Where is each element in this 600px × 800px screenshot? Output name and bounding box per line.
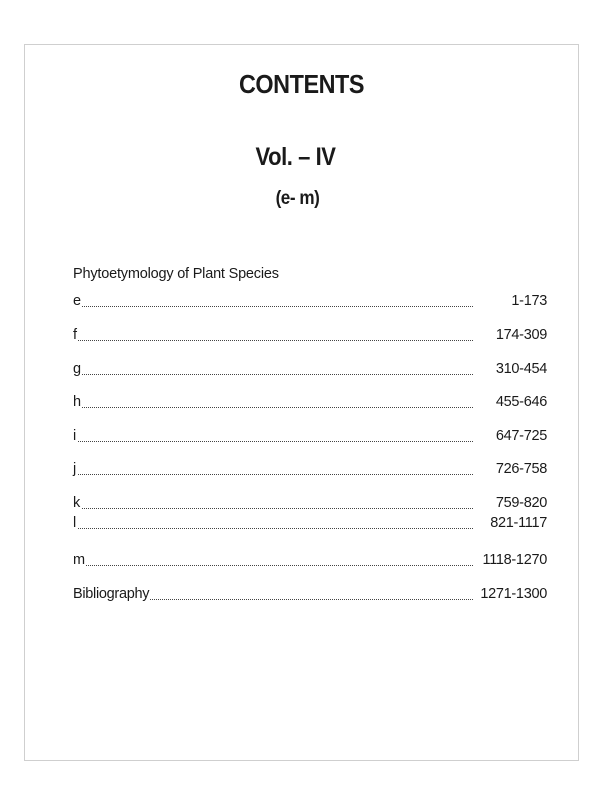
toc-entry-i — [73, 425, 547, 447]
toc-entry-label: f — [73, 327, 77, 343]
toc-entry-k — [73, 492, 547, 514]
toc-entry-pages: 174-309 — [495, 327, 547, 343]
toc-entry-pages: 759-820 — [495, 495, 547, 511]
toc-entry-label: m — [73, 552, 85, 568]
letter-range-heading: (e- m) — [275, 188, 320, 209]
toc-entry-pages: 726-758 — [495, 461, 547, 477]
toc-entry-pages: 1-173 — [511, 293, 547, 309]
toc-entry-m — [73, 549, 547, 571]
toc-entry-label: e — [73, 293, 81, 309]
toc-entry-label: j — [73, 461, 76, 477]
dot-leader — [75, 528, 473, 529]
toc-entry-label: h — [73, 394, 81, 410]
volume-heading: Vol. – IV — [255, 143, 336, 171]
toc-entry-label: l — [73, 515, 76, 531]
toc-entry-g — [73, 358, 547, 380]
toc-entry-label: k — [73, 495, 80, 511]
dot-leader — [75, 441, 473, 442]
toc-entry-bibliography — [73, 583, 547, 605]
dot-leader — [75, 306, 473, 307]
toc-entry-pages: 1271-1300 — [480, 586, 547, 602]
toc-entry-pages: 1118-1270 — [482, 552, 547, 568]
dot-leader — [75, 565, 473, 566]
toc-entry-label: Bibliography — [73, 586, 150, 602]
toc-entry-e — [73, 290, 547, 312]
toc-entry-pages: 647-725 — [495, 428, 547, 444]
dot-leader — [75, 474, 473, 475]
document-page — [24, 44, 579, 761]
toc-entry-label: g — [73, 361, 81, 377]
toc-entry-l — [73, 512, 547, 534]
toc-entry-label: i — [73, 428, 76, 444]
toc-entry-pages: 455-646 — [495, 394, 547, 410]
page-title: CONTENTS — [238, 69, 365, 99]
toc-entry-f — [73, 324, 547, 346]
dot-leader — [75, 340, 473, 341]
dot-leader — [75, 407, 473, 408]
toc-entry-pages: 821-1117 — [490, 515, 547, 531]
toc-entry-j — [73, 458, 547, 480]
toc-entry-pages: 310-454 — [495, 361, 547, 377]
toc-entry-h — [73, 391, 547, 413]
section-label: Phytoetymology of Plant Species — [73, 266, 279, 282]
dot-leader — [75, 508, 473, 509]
dot-leader — [75, 374, 473, 375]
